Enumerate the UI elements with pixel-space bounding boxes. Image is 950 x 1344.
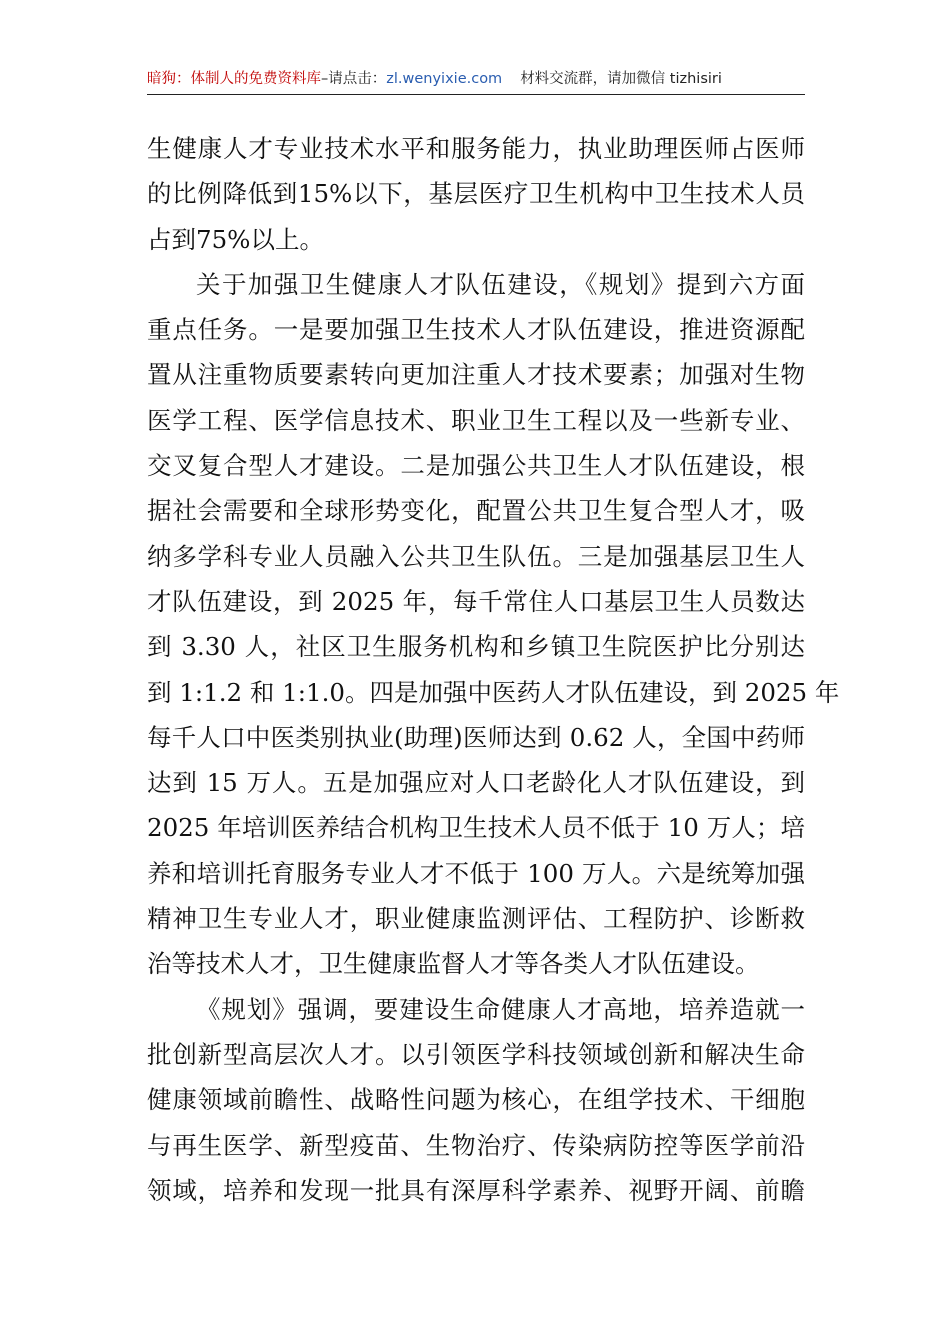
- text-line: 治等技术人才，卫生健康监督人才等各类人才队伍建设。: [147, 949, 760, 979]
- page-header: [147, 64, 805, 95]
- text-line: 才队伍建设，到 2025 年，每千常住人口基层卫生人员数达: [147, 586, 805, 616]
- text-line: 纳多学科专业人员融入公共卫生队伍。三是加强基层卫生人: [147, 541, 805, 571]
- text-line: 生健康人才专业技术水平和服务能力，执业助理医师占医师: [147, 134, 805, 163]
- text-line: 精神卫生专业人才，职业健康监测评估、工程防护、诊断救: [147, 904, 805, 934]
- text-line: 养和培训托育服务专业人才不低于 100 万人。六是统筹加强: [147, 858, 805, 888]
- text-line: 《规划》强调，要建设生命健康人才高地，培养造就一: [196, 994, 805, 1024]
- text-line: 到 3.30 人，社区卫生服务机构和乡镇卫生院医护比分别达: [147, 632, 805, 662]
- text-line: 与再生医学、新型疫苗、生物治疗、传染病防控等医学前沿: [147, 1130, 805, 1160]
- text-line: 重点任务。一是要加强卫生技术人才队伍建设，推进资源配: [147, 315, 805, 345]
- header-contact: 材料交流群，请加微信 tizhisiri: [520, 71, 722, 87]
- text-line: 2025 年培训医养结合机构卫生技术人员不低于 10 万人；培: [147, 813, 805, 843]
- header-url-link[interactable]: zl.wenyixie.com: [386, 71, 503, 87]
- text-line: 置从注重物质要素转向更加注重人才技术要素；加强对生物: [147, 360, 805, 390]
- text-line: 领域，培养和发现一批具有深厚科学素养、视野开阔、前瞻: [147, 1175, 805, 1205]
- text-line: 关于加强卫生健康人才队伍建设，《规划》提到六方面: [196, 269, 805, 299]
- text-line: 到 1:1.2 和 1:1.0。四是加强中医药人才队伍建设，到 2025 年: [147, 677, 840, 707]
- header-brand: 暗狗：体制人的免费资料库: [147, 71, 321, 87]
- header-cta: –请点击：: [321, 71, 387, 87]
- text-line: 的比例降低到15%以下，基层医疗卫生机构中卫生技术人员: [147, 179, 805, 209]
- text-line: 占到75%以上。: [147, 224, 324, 254]
- text-line: 据社会需要和全球形势变化，配置公共卫生复合型人才，吸: [147, 496, 805, 526]
- text-line: 医学工程、医学信息技术、职业卫生工程以及一些新专业、: [147, 405, 805, 435]
- text-line: 批创新型高层次人才。以引领医学科技领域创新和解决生命: [147, 1039, 805, 1069]
- document-body: [147, 126, 840, 1213]
- text-line: 交叉复合型人才建设。二是加强公共卫生人才队伍建设，根: [147, 451, 805, 481]
- text-line: 健康领域前瞻性、战略性问题为核心，在组学技术、干细胞: [147, 1085, 805, 1115]
- text-line: 达到 15 万人。五是加强应对人口老龄化人才队伍建设，到: [147, 768, 805, 798]
- text-line: 每千人口中医类别执业(助理)医师达到 0.62 人，全国中药师: [147, 722, 805, 752]
